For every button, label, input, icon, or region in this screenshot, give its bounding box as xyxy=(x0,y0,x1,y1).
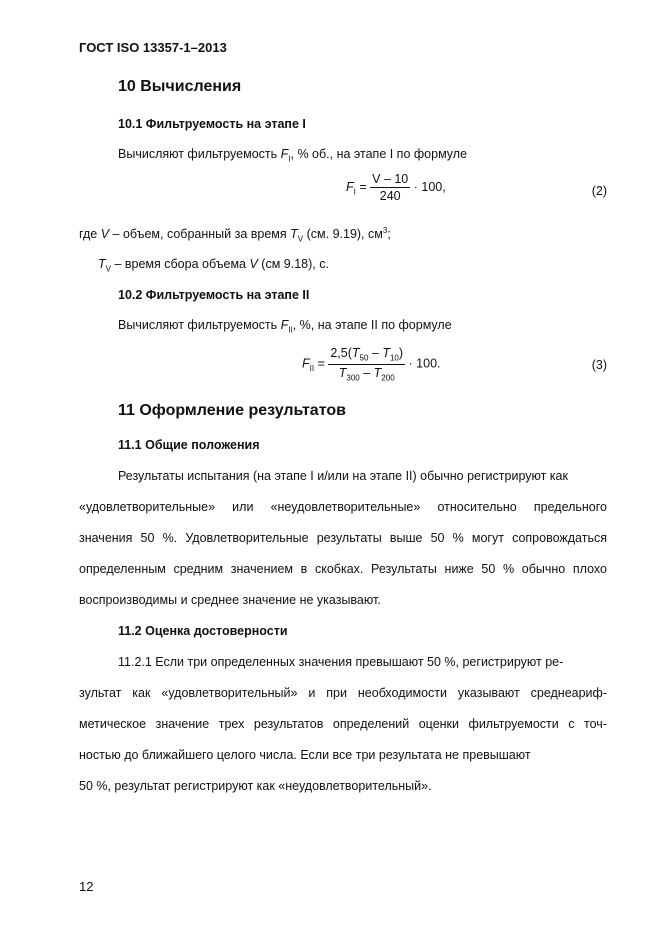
formula-2-number: (2) xyxy=(591,184,607,198)
paragraph-11-2-1-line: ностью до ближайшего целого числа. Если все три результата не превышают xyxy=(79,748,531,762)
subsection-10-2-title: 10.2 Фильтруемость на этапе II xyxy=(118,288,310,302)
formula-2-fraction: $\frac{V - 10}{240}$ xyxy=(372,172,409,203)
paragraph-11-2-1-line: 11.2.1 Если три определенных значения превышают 50 %, регистрируют ре- xyxy=(118,655,564,669)
paragraph-11-1-line: воспроизводимы и среднее значение не указывают. xyxy=(79,593,381,607)
formula-3-fraction: $\frac{2,5(T_{50} - T_{10})}{T_{300} - T_{200}}$ xyxy=(330,346,404,382)
paragraph-11-1-line: значения 50 %. Удовлетворительные результаты выше 50 % могут сопровождаться xyxy=(79,531,607,545)
paragraph-11-2-1-line: зультат как «удовлетворительный» и при необходимости указывают среднеариф- xyxy=(79,686,607,700)
subsection-11-1-title: 11.1 Общие положения xyxy=(118,438,260,452)
section-10-title: 10 Вычисления xyxy=(118,78,242,95)
paragraph-11-1-line: Результаты испытания (на этапе I и/или на этапе II) обычно регистрируют как xyxy=(118,469,568,483)
subsection-10-1-title: 10.1 Фильтруемость на этапе I xyxy=(118,117,306,131)
formula-3-number: (3) xyxy=(591,358,607,372)
formula-2-where-v: где V – объем, собранный за время $T_V$ (см. 9.19), $см^3$; xyxy=(79,226,391,244)
subsection-10-2-intro: Вычисляют фильтруемость $F_{II}$, %, на этапе II по формуле xyxy=(118,318,452,335)
subsection-11-2-title: 11.2 Оценка достоверности xyxy=(118,624,288,638)
paragraph-11-1-line: «удовлетворительные» или «неудовлетворительные» относительно предельного xyxy=(79,500,607,514)
section-11-title: 11 Оформление результатов xyxy=(118,402,346,419)
formula-3: $F_{II}$ = $\frac{2,5(T_{50} - T_{10})}{T_{300} - T_{200}}$ · 100. xyxy=(302,346,441,382)
page-number: 12 xyxy=(79,879,94,894)
paragraph-11-2-1-line: метическое значение трех результатов определений оценки фильтруемости с точ- xyxy=(79,717,607,731)
paragraph-11-1-line: определенным средним значением в скобках. Результаты ниже 50 % обычно плохо xyxy=(79,562,607,576)
paragraph-11-2-1-line: 50 %, результат регистрируют как «неудовлетворительный». xyxy=(79,779,432,793)
subsection-10-1-intro: Вычисляют фильтруемость $F_I$, % об., на этапе I по формуле xyxy=(118,147,468,164)
formula-2: $F_I$ = $\frac{V - 10}{240}$ · 100, xyxy=(346,172,446,203)
formula-2-where-tv: $T_V$ – время сбора объема V (см 9.18), с. xyxy=(98,257,329,274)
document-code-header: ГОСТ ISO 13357-1–2013 xyxy=(79,40,227,55)
